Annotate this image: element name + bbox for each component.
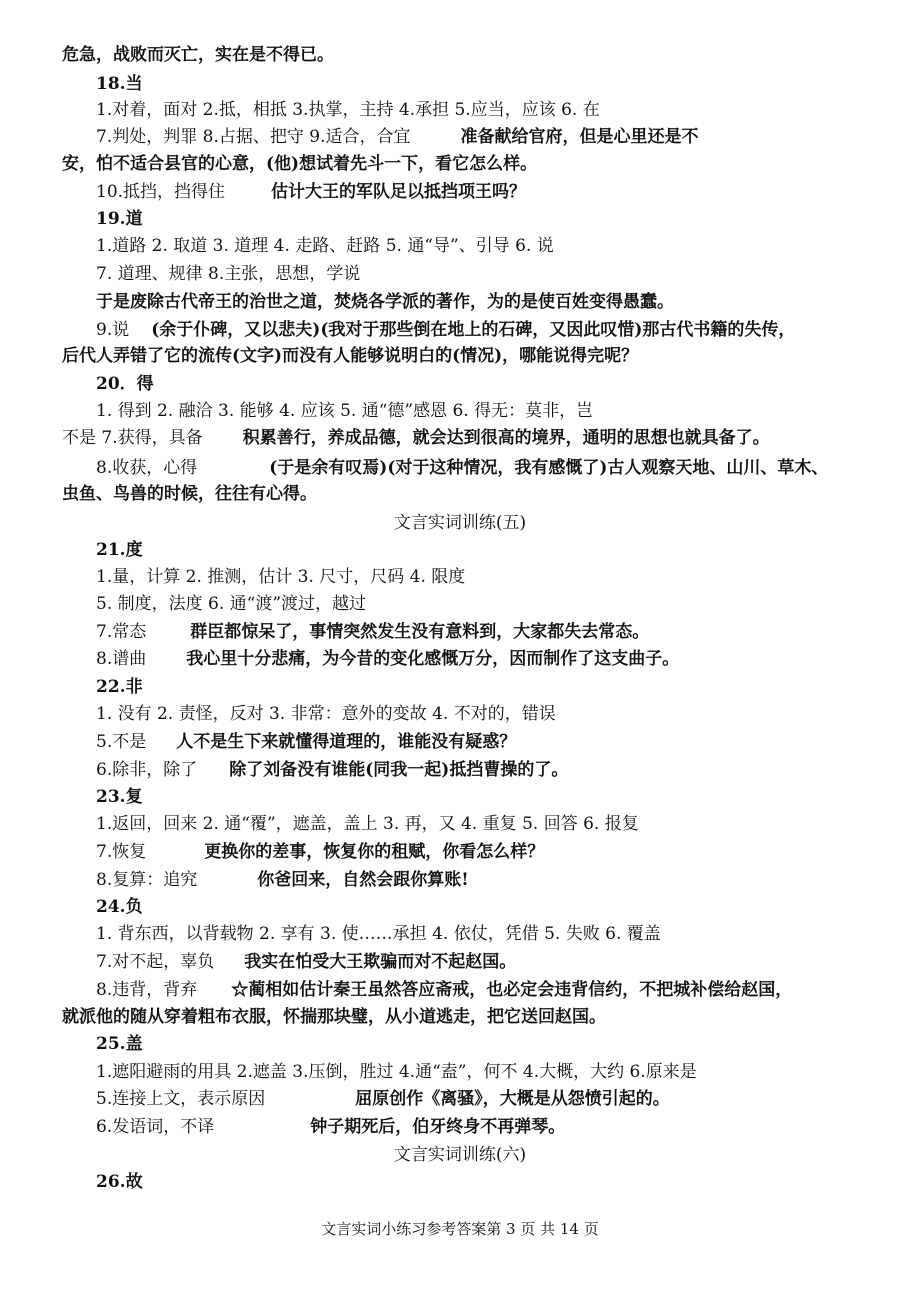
text-line (96, 979, 870, 1001)
entry-heading: 26.故 (96, 1172, 143, 1192)
text-line: 1. 背东西，以背载物 2. 享有 3. 使……承担 4. 依仗，凭借 5. 失败 6. 覆盖 (96, 924, 661, 944)
text-line: 危急，战败而灭亡，实在是不得已。 (62, 45, 334, 65)
text-line: 1.遮阳避雨的用具 2.遮盖 3.压倒，胜过 4.通“盍”，何不 4.大概，大约 6.原来是 (96, 1062, 697, 1082)
text-line (96, 1088, 870, 1110)
text-line (96, 457, 870, 479)
example-translation: 积累善行，养成品德，就会达到很高的境界，通明的思想也就具备了。 (242, 428, 770, 448)
entry-heading: 19.道 (96, 209, 143, 229)
text-line: 1.返回，回来 2. 通“覆”，遮盖，盖上 3. 再，又 4. 重复 5. 回答 6. 报复 (96, 814, 639, 834)
section-title: 文言实词训练(五) (393, 513, 527, 533)
text-line (96, 648, 870, 670)
sense-label: 8.谱曲 (96, 649, 147, 669)
sense-label: 6.发语词，不译 (96, 1117, 215, 1137)
text-line (62, 427, 870, 449)
example-translation: (于是余有叹焉)(对于这种情况，我有感慨了)古人观察天地、山川、草木、 (269, 458, 829, 478)
text-line: 后代人弄错了它的流传(文字)而没有人能够说明白的(情况)，哪能说得完呢？ (62, 346, 639, 366)
sense-label: 7.常态 (96, 622, 147, 642)
text-line (96, 841, 870, 863)
sense-label: 5.不是 (96, 732, 147, 752)
example-translation: 估计大王的军队足以抵挡项王吗？ (271, 182, 527, 202)
entry-heading: 24.负 (96, 897, 143, 917)
page-footer: 文言实词小练习参考答案第 3 页 共 14 页 (321, 1220, 599, 1238)
text-line: 虫鱼、鸟兽的时候，往往有心得。 (62, 484, 317, 504)
text-line: 1. 得到 2. 融洽 3. 能够 4. 应该 5. 通“德”感恩 6. 得无：莫非，岂 (96, 401, 594, 421)
text-line: 于是废除古代帝王的治世之道，焚烧各学派的著作，为的是使百姓变得愚蠢。 (96, 292, 674, 312)
example-translation: 我实在怕受大王欺骗而对不起赵国。 (244, 952, 517, 972)
text-line: 就派他的随从穿着粗布衣服，怀揣那块璧，从小道逃走，把它送回赵国。 (62, 1007, 606, 1027)
sense-label: 不是 7.获得，具备 (62, 428, 203, 448)
entry-heading: 23.复 (96, 787, 143, 807)
text-line (96, 731, 870, 753)
text-line (96, 1116, 870, 1138)
example-translation: 群臣都惊呆了，事情突然发生没有意料到，大家都失去常态。 (190, 622, 650, 642)
example-translation: 我心里十分悲痛，为今昔的变化感慨万分，因而制作了这支曲子。 (186, 649, 680, 669)
example-translation: 准备献给官府，但是心里还是不 (460, 127, 699, 147)
text-line (96, 621, 870, 643)
text-line: 1. 没有 2. 责怪，反对 3. 非常：意外的变故 4. 不对的，错误 (96, 704, 556, 724)
sense-label: 7.判处，判罪 8.占据、把守 9.适合，合宜 (96, 127, 411, 147)
text-line (96, 181, 870, 203)
entry-heading: 22.非 (96, 677, 143, 697)
text-line: 1.量，计算 2. 推测，估计 3. 尺寸，尺码 4. 限度 (96, 567, 466, 587)
text-line (96, 319, 870, 341)
text-line (96, 759, 870, 781)
entry-heading: 20．得 (96, 374, 154, 394)
example-translation: 人不是生下来就懂得道理的，谁能没有疑惑？ (176, 732, 517, 752)
example-translation: 除了刘备没有谁能(同我一起)抵挡曹操的了。 (229, 760, 569, 780)
text-line: 1.道路 2. 取道 3. 道理 4. 走路、赶路 5. 通“导”、引导 6. 说 (96, 236, 554, 256)
entry-heading: 21.度 (96, 540, 143, 560)
sense-label: 9.说 (96, 320, 130, 340)
sense-label: 6.除非，除了 (96, 760, 198, 780)
sense-label: 7.对不起，辜负 (96, 952, 215, 972)
text-line (96, 951, 870, 973)
sense-label: 5.连接上文，表示原因 (96, 1089, 266, 1109)
section-title: 文言实词训练(六) (393, 1145, 527, 1165)
example-translation: 你爸回来，自然会跟你算账! (257, 870, 469, 890)
example-translation: (余于仆碑，又以悲夫)(我对于那些倒在地上的石碑，又因此叹惜)那古代书籍的失传， (151, 320, 796, 340)
text-line: 安，怕不适合县官的心意，(他)想试着先斗一下，看它怎么样。 (62, 154, 538, 174)
text-line (96, 869, 870, 891)
sense-label: 8.复算：追究 (96, 870, 198, 890)
text-line: 1.对着，面对 2.抵，相抵 3.执掌，主持 4.承担 5.应当，应该 6. 在 (96, 100, 600, 120)
example-translation: 钟子期死后，伯牙终身不再弹琴。 (310, 1117, 566, 1137)
sense-label: 8.违背，背弃 (96, 980, 198, 1000)
text-line: 5. 制度，法度 6. 通“渡”渡过，越过 (96, 594, 367, 614)
example-translation: 更换你的差事，恢复你的租赋，你看怎么样？ (204, 842, 545, 862)
text-line: 7. 道理、规律 8.主张，思想，学说 (96, 264, 361, 284)
sense-label: 10.抵挡，挡得住 (96, 182, 226, 202)
entry-heading: 25.盖 (96, 1034, 143, 1054)
example-translation: ☆蔺相如估计秦王虽然答应斋戒，也必定会违背信约，不把城补偿给赵国， (231, 980, 793, 1000)
text-line (96, 126, 870, 148)
sense-label: 7.恢复 (96, 842, 147, 862)
sense-label: 8.收获，心得 (96, 458, 198, 478)
entry-heading: 18.当 (96, 74, 143, 94)
example-translation: 屈原创作《离骚》，大概是从怨愤引起的。 (355, 1089, 670, 1109)
